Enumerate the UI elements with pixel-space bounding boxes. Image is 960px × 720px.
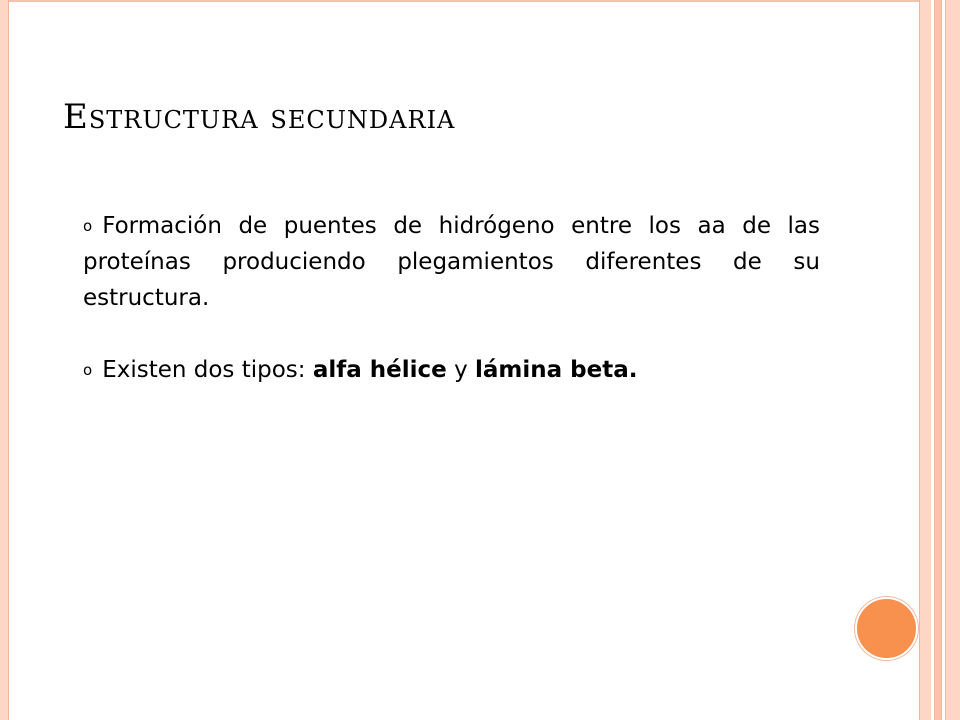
bullet-text: y <box>446 357 476 383</box>
bullet-text: Existen dos tipos: <box>102 357 313 383</box>
slide-title: Estructura secundaria <box>63 97 456 137</box>
bullet-list <box>83 208 820 388</box>
bullet-circle-icon: o <box>83 217 93 235</box>
right-stripe-decoration <box>945 0 960 720</box>
bullet-item <box>83 208 820 316</box>
right-stripe-decoration <box>934 0 942 720</box>
bullet-circle-icon: o <box>83 361 93 379</box>
term-lamina-beta: lámina beta <box>475 357 629 383</box>
right-stripe-decoration <box>919 0 931 720</box>
left-border-decoration <box>0 0 9 720</box>
term-alfa-helice: alfa hélice <box>312 357 447 383</box>
bullet-text: Formación de puentes de hidrógeno entre los aa de las proteínas produciendo plegamientos diferentes de su estructura. <box>83 213 820 311</box>
bullet-text-period: . <box>628 357 638 383</box>
orange-circle-decoration <box>855 597 918 660</box>
bullet-item <box>83 352 820 388</box>
top-border-decoration <box>9 0 919 2</box>
